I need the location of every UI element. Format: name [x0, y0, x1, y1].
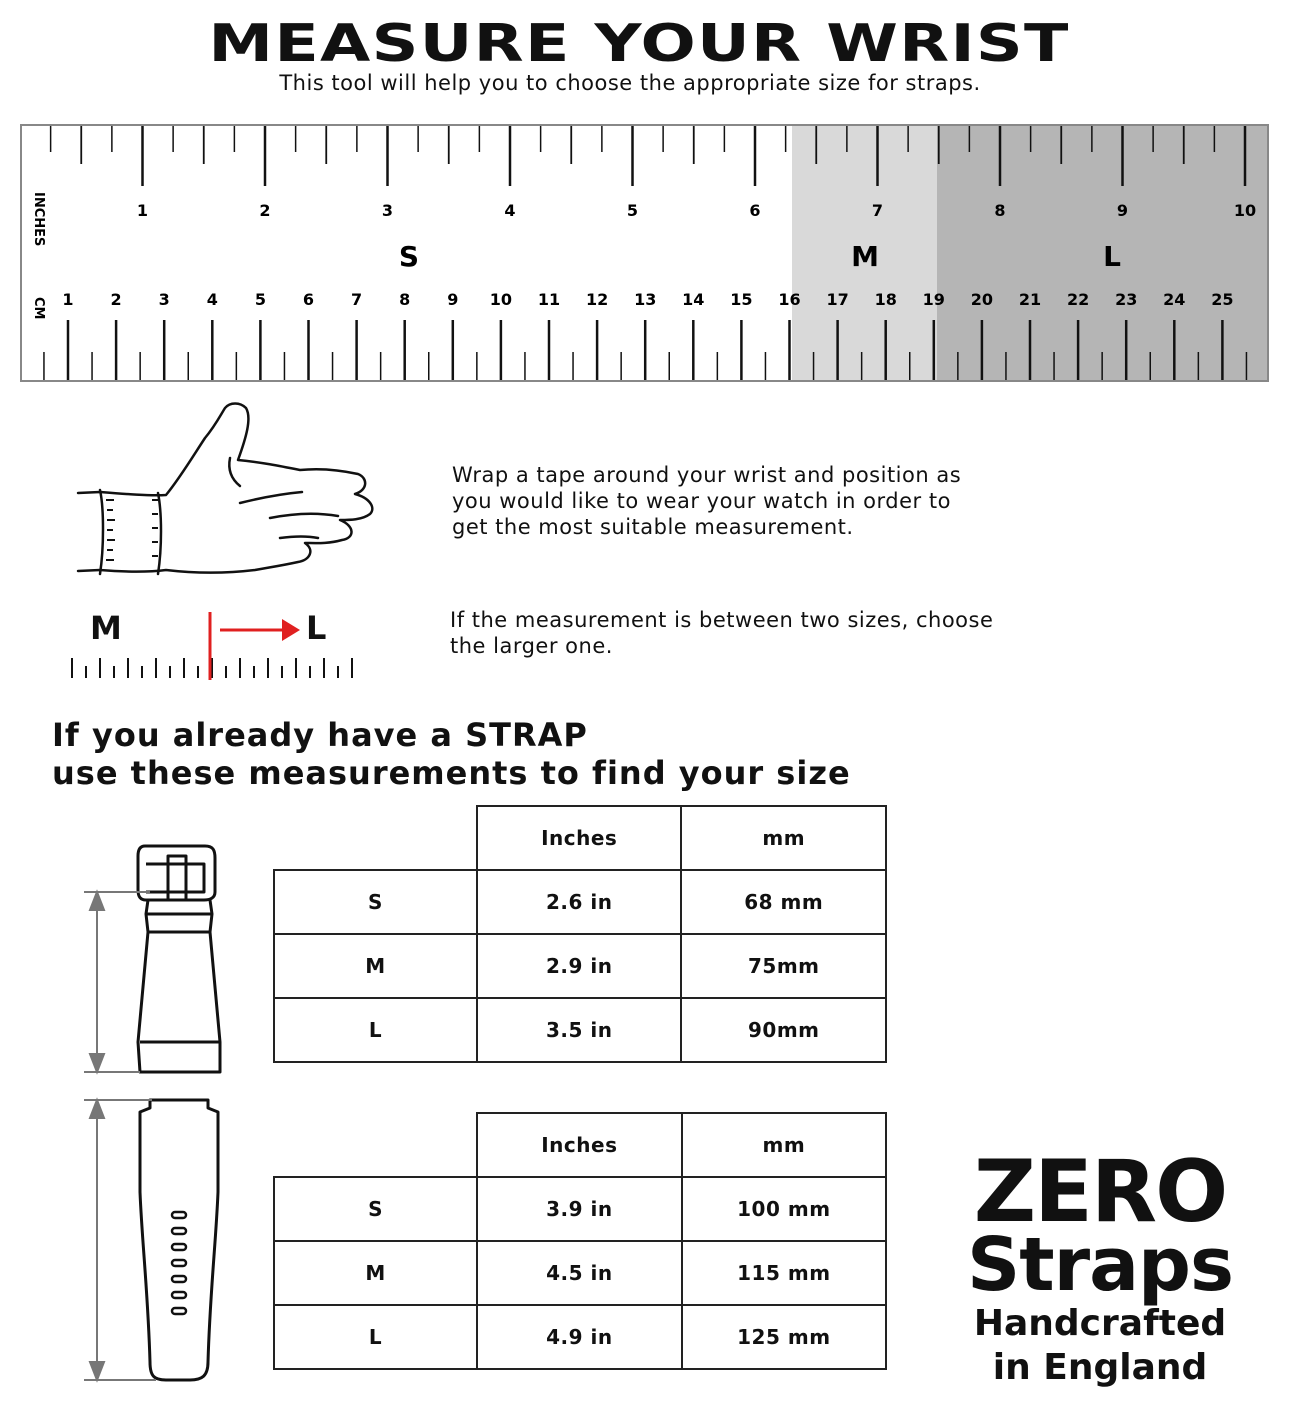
cm-number-label: 4: [206, 290, 218, 309]
table-row: [274, 1241, 886, 1305]
arrow-right-icon: [282, 619, 300, 641]
cm-number-label: 10: [489, 290, 513, 309]
cm-number-label: 12: [585, 290, 609, 309]
table-row: [274, 1177, 886, 1241]
table-header-row: [274, 806, 886, 870]
cm-number-label: 11: [537, 290, 561, 309]
mm-cell: 115 mm: [682, 1241, 886, 1305]
inch-number-label: 3: [381, 201, 394, 220]
brand-tagline-handcrafted: Handcrafted: [973, 1303, 1227, 1344]
short-strap-size-table: [273, 805, 887, 1063]
table-header-empty: [274, 806, 477, 870]
cm-number-label: 17: [826, 290, 849, 309]
cm-number-label: 6: [302, 290, 315, 309]
cm-number-label: 21: [1018, 290, 1042, 309]
mm-cell: 68 mm: [681, 870, 886, 934]
inch-number-label: 9: [1116, 201, 1129, 220]
inches-axis-label: INCHES: [31, 192, 46, 247]
cm-number-label: 15: [730, 290, 753, 309]
ruler-graphic: [20, 124, 1270, 383]
inches-cell: 3.5 in: [477, 998, 682, 1062]
size-cell: L: [274, 998, 477, 1062]
cm-number-label: 25: [1211, 290, 1234, 309]
cm-number-label: 16: [778, 290, 801, 309]
cm-number-label: 24: [1163, 290, 1186, 309]
table-row: [274, 934, 886, 998]
inch-number-label: 1: [136, 201, 149, 220]
mm-cell: 75mm: [681, 934, 886, 998]
long-strap-illustration: [80, 1092, 230, 1384]
cm-number-label: 20: [970, 290, 994, 309]
header-mm: mm: [682, 1113, 886, 1177]
inches-cell: 2.9 in: [477, 934, 682, 998]
brand-logo: [932, 1142, 1268, 1390]
table-row: [274, 870, 886, 934]
cm-number-label: 18: [874, 290, 897, 309]
cm-number-label: 22: [1066, 290, 1090, 309]
between-sizes-instruction: If the measurement is between two sizes, choose the larger one.: [450, 608, 994, 658]
inch-number-label: 2: [259, 201, 271, 220]
cm-number-label: 7: [351, 290, 363, 309]
brand-tagline-england: in England: [992, 1347, 1208, 1388]
cm-number-label: 9: [447, 290, 459, 309]
cm-number-label: 2: [110, 290, 122, 309]
strap-heading-line1: If you already have a STRAP: [52, 716, 588, 754]
table-header-row: [274, 1113, 886, 1177]
inches-cell: 3.9 in: [477, 1177, 682, 1241]
strap-section-heading: [52, 716, 1152, 792]
size-cell: S: [274, 1177, 477, 1241]
brand-name-straps: Straps: [966, 1222, 1234, 1308]
cm-number-label: 13: [634, 290, 657, 309]
hand-measuring-illustration: [70, 398, 390, 583]
page-subtitle: This tool will help you to choose the appropriate size for straps.: [279, 71, 981, 95]
cm-number-label: 3: [158, 290, 170, 309]
mm-cell: 125 mm: [682, 1305, 886, 1369]
header-inches: Inches: [477, 806, 682, 870]
wrist-ruler: [20, 124, 1270, 383]
cm-number-label: 8: [399, 290, 411, 309]
strap-heading-line2: use these measurements to find your size: [52, 754, 851, 792]
table-row: [274, 1305, 886, 1369]
mm-cell: 90mm: [681, 998, 886, 1062]
size-cell: M: [274, 1241, 477, 1305]
inch-number-label: 7: [871, 201, 884, 220]
table-row: [274, 998, 886, 1062]
size-cell: S: [274, 870, 477, 934]
between-sizes-illustration: [66, 610, 356, 682]
example-size-l: L: [306, 609, 327, 647]
size-cell: M: [274, 934, 477, 998]
inch-number-label: 10: [1233, 201, 1257, 220]
table-header-empty: [274, 1113, 477, 1177]
page-title: MEASURE YOUR WRIST: [208, 14, 1070, 74]
cm-number-label: 5: [254, 290, 266, 309]
cm-number-label: 1: [62, 290, 74, 309]
size-cell: L: [274, 1305, 477, 1369]
inch-number-label: 8: [994, 201, 1006, 220]
cm-number-label: 14: [682, 290, 705, 309]
inches-cell: 4.5 in: [477, 1241, 682, 1305]
inch-number-label: 6: [749, 201, 761, 220]
cm-number-label: 23: [1115, 290, 1138, 309]
inch-number-label: 5: [626, 201, 639, 220]
zone-s-label: S: [398, 240, 420, 273]
mm-cell: 100 mm: [682, 1177, 886, 1241]
zone-m-label: M: [851, 240, 879, 273]
inches-cell: 2.6 in: [477, 870, 682, 934]
inches-cell: 4.9 in: [477, 1305, 682, 1369]
header-inches: Inches: [477, 1113, 682, 1177]
cm-axis-label: CM: [31, 297, 46, 320]
inch-number-label: 4: [504, 201, 516, 220]
example-size-m: M: [90, 609, 122, 647]
brand-name-zero: ZERO: [973, 1142, 1227, 1242]
wrap-instruction-text: Wrap a tape around your wrist and position as you would like to wear your watch in order to get the most suitable measurement.: [452, 463, 962, 539]
header-mm: mm: [681, 806, 886, 870]
long-strap-size-table: [273, 1112, 887, 1370]
short-strap-buckle-illustration: [80, 842, 230, 1077]
zone-l-label: L: [1103, 240, 1121, 273]
cm-number-label: 19: [922, 290, 945, 309]
